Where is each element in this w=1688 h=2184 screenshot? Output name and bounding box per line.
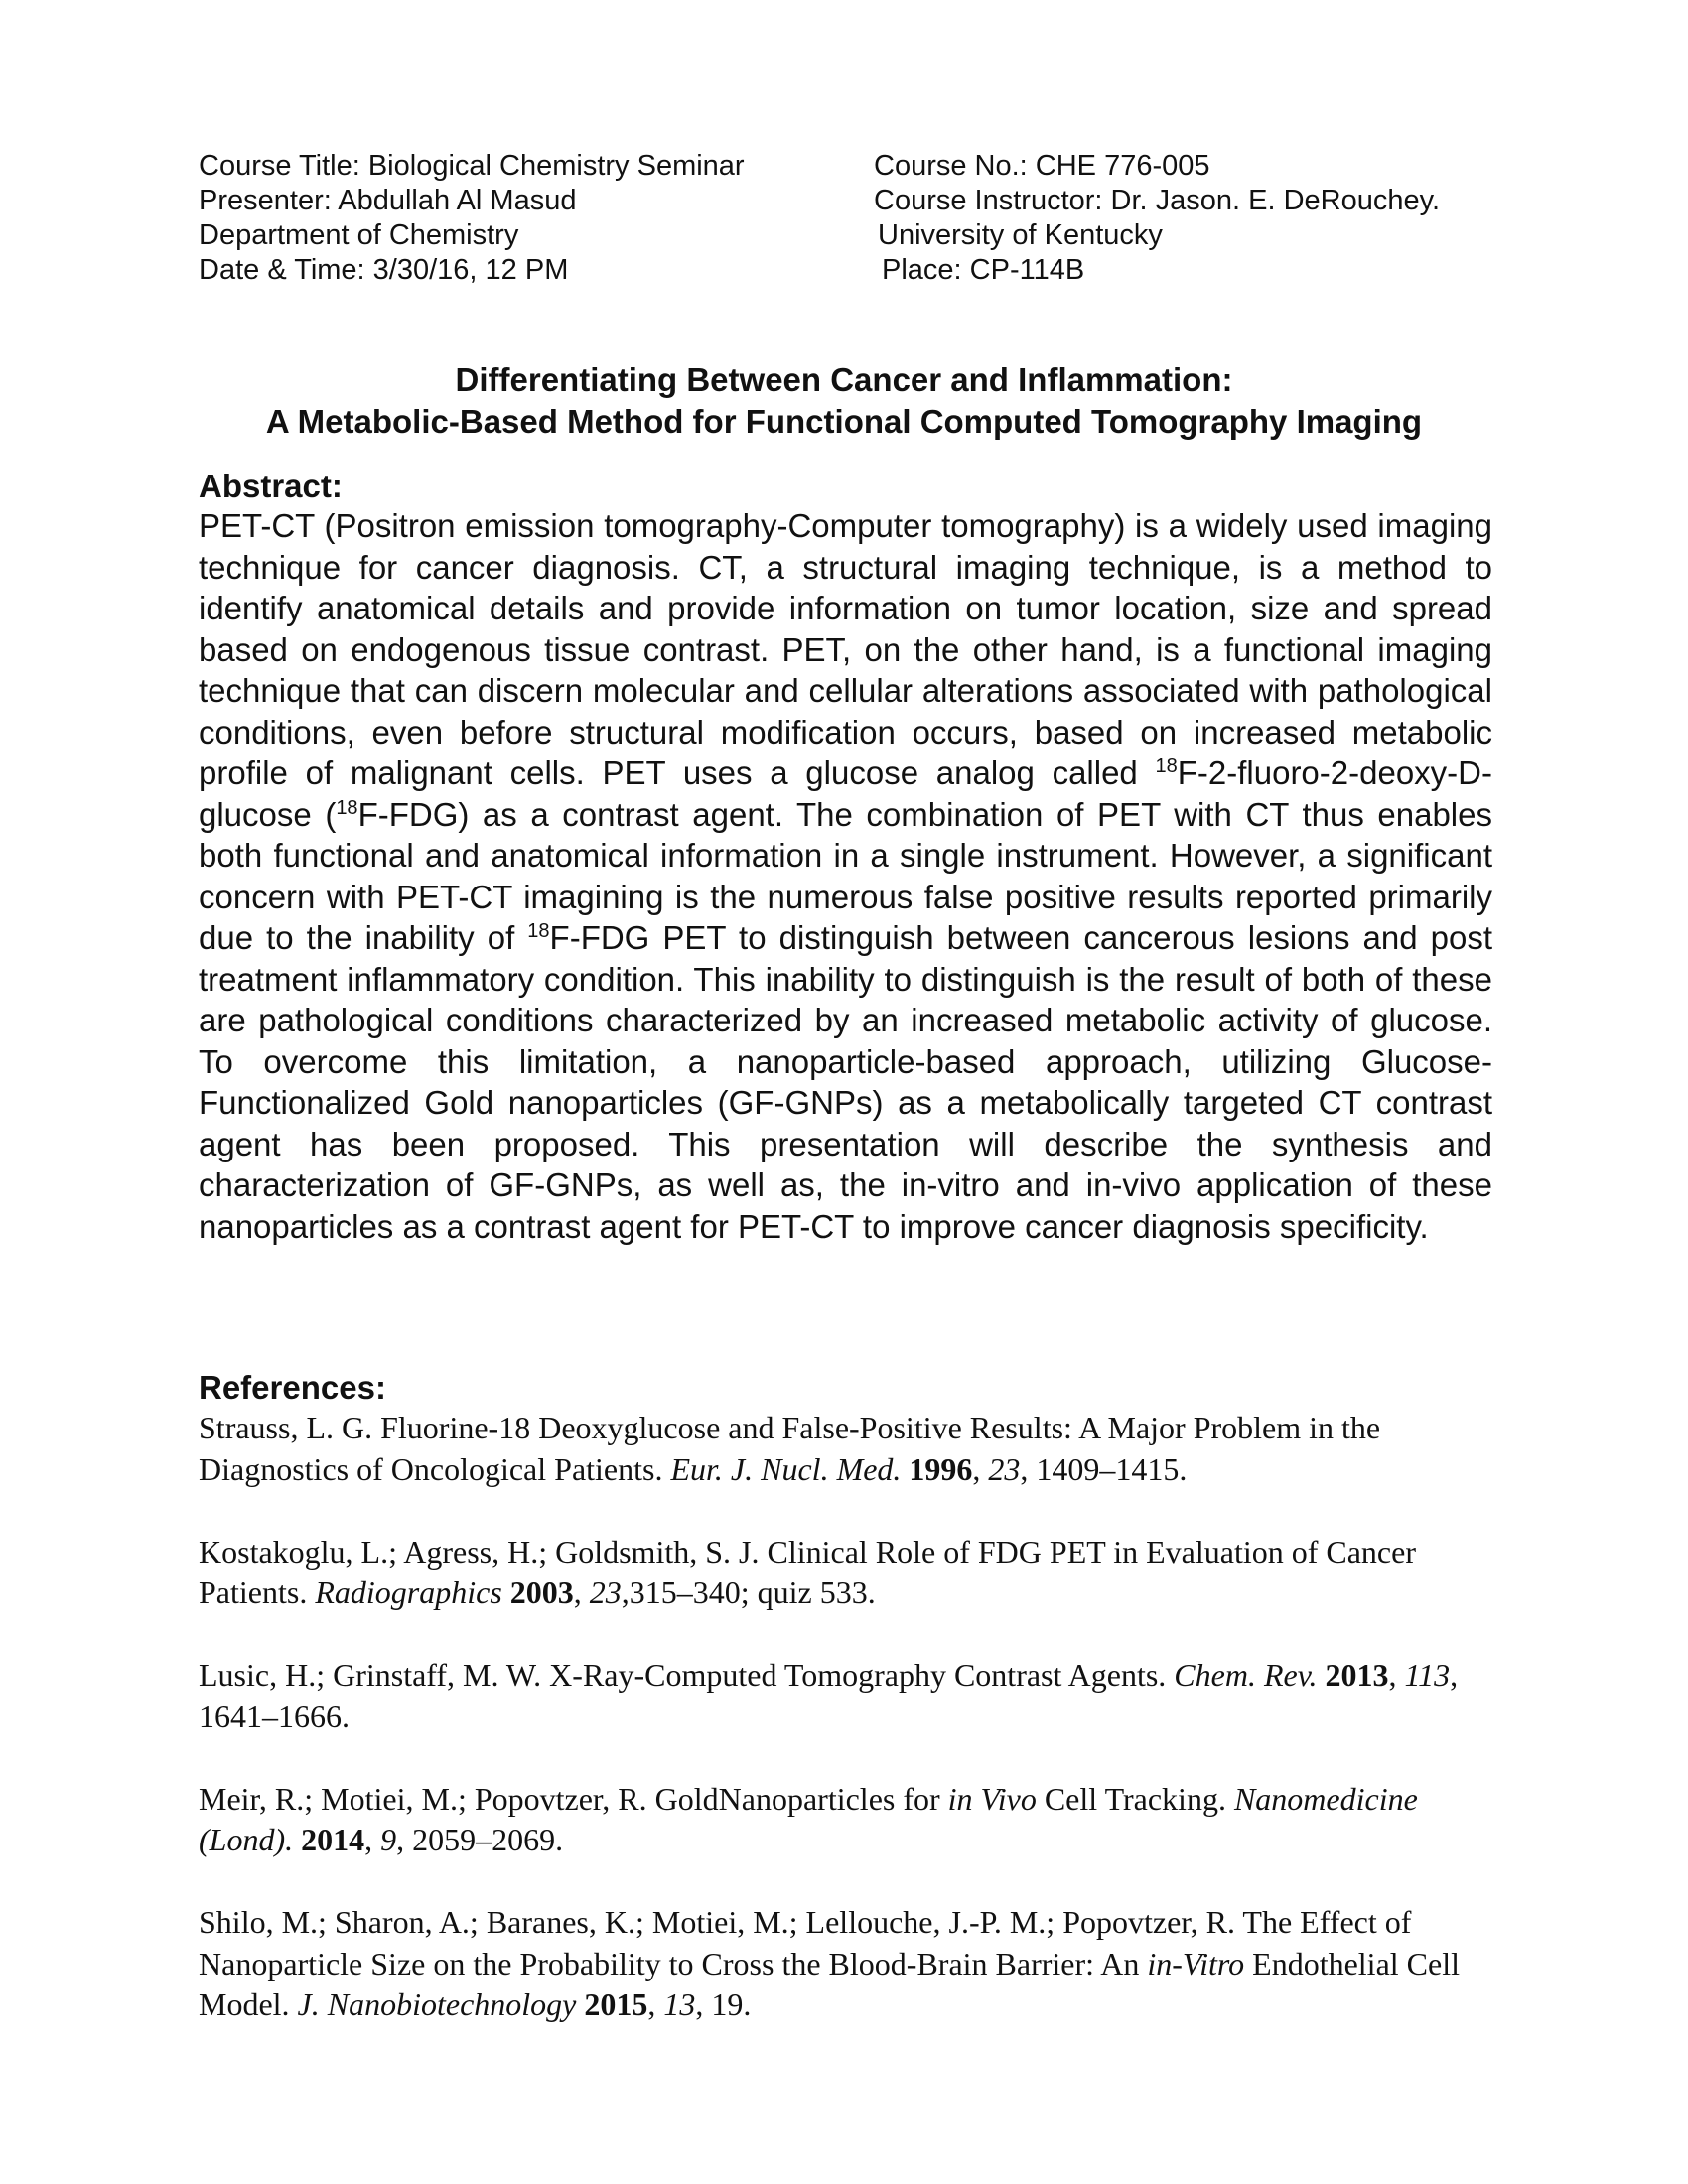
reference-pages: , 1641–1666. [199, 1657, 1459, 1734]
reference-year: 2013 [1325, 1657, 1389, 1693]
reference-volume: 113 [1404, 1657, 1451, 1693]
reference-pages: , 1409–1415. [1020, 1450, 1188, 1487]
course-info-right-column [874, 149, 1509, 288]
course-instructor: Course Instructor: Dr. Jason. E. DeRouchey. [874, 185, 1441, 216]
reference-authors-title: Kostakoglu, L.; Agress, H.; Goldsmith, S. J. Clinical Role of FDG PET in Evaluation of Cancer Patients. [199, 1533, 1416, 1610]
abstract-text-part-4: F-FDG PET to distinguish between cancerous lesions and post treatment inflammatory condition. This inability to distinguish is the result of both of these are pathological conditions characterized by an increased metabolic activity of glucose. To overcome this limitation, a nanoparticle-based approach, utilizing Glucose-Functionalized Gold nanoparticles (GF-GNPs) as a metabolically targeted CT contrast agent has been proposed. This presentation will describe the synthesis and characterization of GF-GNPs, as well as, the in-vitro and in-vivo application of these nanoparticles as a contrast agent for PET-CT to improve cancer diagnosis specificity. [199, 919, 1492, 1245]
reference-pages: , 19. [695, 1986, 752, 2022]
reference-italic-phrase: in-Vitro [1147, 1945, 1245, 1981]
reference-journal: Chem. Rev. [1174, 1657, 1318, 1693]
reference-3: Lusic, H.; Grinstaff, M. W. X-Ray-Computed Tomography Contrast Agents. Chem. Rev. 2013, 113, 1641–1666. [199, 1657, 1459, 1734]
reference-title-end: Cell Tracking. [1036, 1780, 1234, 1817]
abstract-heading: Abstract: [199, 468, 343, 504]
reference-volume: 23 [988, 1450, 1021, 1487]
reference-authors-title: Shilo, M.; Sharon, A.; Baranes, K.; Motiei, M.; Lellouche, J.-P. M.; Popovtzer, R. The Effect of Nanoparticle Size on the Probability to Cross the Blood-Brain Barrier: An [199, 1904, 1412, 1981]
reference-authors-title: Lusic, H.; Grinstaff, M. W. X-Ray-Computed Tomography Contrast Agents. [199, 1657, 1175, 1693]
reference-year: 2003 [509, 1574, 574, 1610]
reference-volume: 13 [663, 1986, 696, 2022]
isotope-superscript-2: 18 [336, 796, 358, 819]
reference-year: 2014 [301, 1822, 365, 1857]
reference-authors-title: Strauss, L. G. Fluorine-18 Deoxyglucose and False-Positive Results: A Major Problem in the Diagnostics of Oncological Patients. [199, 1410, 1381, 1487]
course-info-left-column [199, 149, 854, 288]
reference-volume: 23 [589, 1574, 622, 1610]
reference-italic-phrase: in Vivo [947, 1780, 1037, 1817]
reference-pages: ,315–340; quiz 533. [621, 1574, 876, 1610]
abstract-text-part-1: PET-CT (Positron emission tomography-Computer tomography) is a widely used imaging technique for cancer diagnosis. CT, a structural imaging technique, is a method to identify anatomical details and provide information on tumor location, size and spread based on endogenous tissue contrast. PET, on the other hand, is a functional imaging technique that can discern molecular and cellular alterations associated with pathological conditions, even before structural modification occurs, based on increased metabolic profile of malignant cells. PET uses a glucose analog called [199, 507, 1492, 791]
university: University of Kentucky [878, 219, 1163, 251]
reference-journal: Eur. J. Nucl. Med. [670, 1450, 902, 1487]
seminar-title-line-1: Differentiating Between Cancer and Inflammation: [455, 361, 1233, 398]
reference-journal: J. Nanobiotechnology [297, 1986, 577, 2022]
reference-journal: Radiographics [315, 1574, 502, 1610]
references-heading: References: [199, 1369, 386, 1406]
abstract-text-part-3: F-FDG) as a contrast agent. The combination of PET with CT thus enables both functional and anatomical information in a single instrument. However, a significant concern with PET-CT imagining is the numerous false positive results reported primarily due to the inability of [199, 795, 1492, 956]
reference-2: Kostakoglu, L.; Agress, H.; Goldsmith, S. J. Clinical Role of FDG PET in Evaluation of Cancer Patients. Radiographics 2003, 23,315–340; quiz 533. [199, 1533, 1416, 1610]
abstract-text-part-2: F-2-fluoro-2-deoxy-D-glucose ( [199, 754, 1492, 833]
place: Place: CP-114B [882, 254, 1085, 286]
references-list [199, 1408, 1499, 2067]
course-title: Course Title: Biological Chemistry Seminar [199, 150, 745, 182]
date-time: Date & Time: 3/30/16, 12 PM [199, 254, 569, 286]
reference-pages: , 2059–2069. [396, 1822, 564, 1857]
presenter: Presenter: Abdullah Al Masud [199, 185, 577, 216]
reference-volume: 9 [380, 1822, 397, 1857]
reference-4: Meir, R.; Motiei, M.; Popovtzer, R. GoldNanoparticles for in Vivo Cell Tracking. Nanomedicine (Lond). 2014, 9, 2059–2069. [199, 1780, 1418, 1857]
course-number: Course No.: CHE 776-005 [874, 150, 1210, 182]
reference-1: Strauss, L. G. Fluorine-18 Deoxyglucose and False-Positive Results: A Major Problem in the Diagnostics of Oncological Patients. Eur. J. Nucl. Med. 1996, 23, 1409–1415. [199, 1410, 1381, 1487]
abstract-body [199, 505, 1492, 1247]
isotope-superscript-3: 18 [527, 920, 550, 942]
reference-year: 2015 [584, 1986, 648, 2022]
seminar-title [149, 359, 1539, 443]
seminar-title-line-2: A Metabolic-Based Method for Functional Computed Tomography Imaging [265, 403, 1423, 440]
reference-journal: Nanomedicine (Lond). [199, 1780, 1418, 1857]
isotope-superscript-1: 18 [1155, 755, 1178, 777]
reference-authors-title: Meir, R.; Motiei, M.; Popovtzer, R. GoldNanoparticles for [199, 1780, 948, 1817]
reference-title-end: Endothelial Cell Model. [199, 1945, 1460, 2022]
reference-5: Shilo, M.; Sharon, A.; Baranes, K.; Motiei, M.; Lellouche, J.-P. M.; Popovtzer, R. The Effect of Nanoparticle Size on the Probability to Cross the Blood-Brain Barrier: An in-Vitro Endothelial Cell Model. J. Nanobiotechnology 2015, 13, 19. [199, 1904, 1460, 2022]
department: Department of Chemistry [199, 219, 519, 251]
reference-year: 1996 [909, 1450, 973, 1487]
